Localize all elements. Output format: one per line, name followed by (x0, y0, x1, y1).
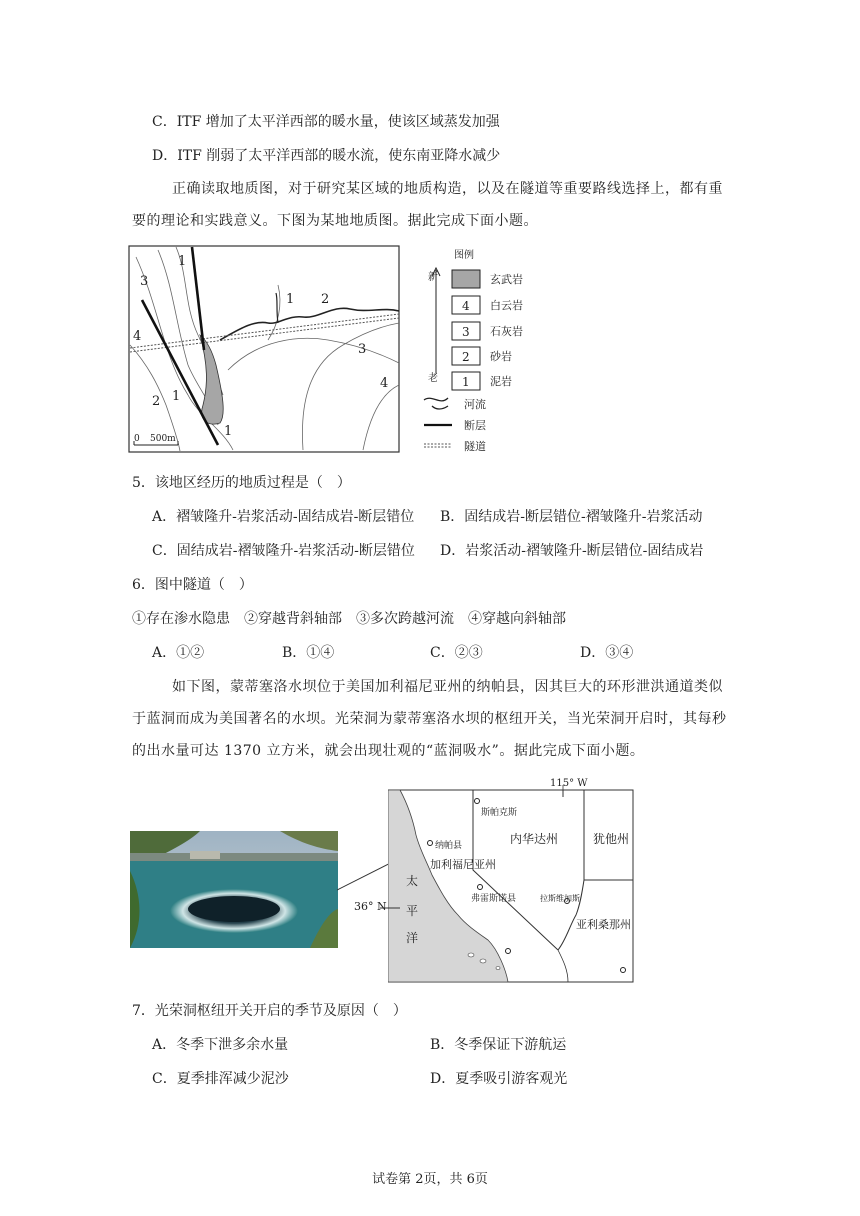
svg-text:3: 3 (140, 274, 149, 289)
scale-label: 500m (150, 434, 176, 444)
label-fresno: 弗雷斯诺县 (471, 894, 517, 904)
legend-river: 河流 (464, 398, 486, 411)
svg-text:1: 1 (172, 389, 181, 404)
q7-option-c[interactable]: C．夏季排浑减少泥沙 (152, 1071, 289, 1087)
q6-option-b[interactable]: B．①④ (282, 645, 335, 661)
legend-basalt: 玄武岩 (490, 273, 523, 286)
legend-dolomite: 白云岩 (490, 299, 523, 312)
q5-option-a[interactable]: A．褶皱隆升-岩浆活动-固结成岩-断层错位 (152, 509, 415, 525)
us-map (388, 775, 634, 983)
q6-option-d[interactable]: D．③④ (580, 645, 634, 661)
lon-label: 115° W (550, 778, 588, 789)
geo-legend (420, 248, 550, 458)
svg-text:4: 4 (133, 329, 142, 344)
q7-option-d[interactable]: D．夏季吸引游客观光 (430, 1071, 568, 1087)
geological-map (128, 245, 400, 453)
legend-mudstone: 泥岩 (490, 375, 512, 388)
q5-option-c[interactable]: C．固结成岩-褶皱隆升-岩浆活动-断层错位 (152, 543, 415, 559)
label-california: 加利福尼亚州 (430, 858, 496, 871)
ocean-char-3: 洋 (406, 931, 419, 945)
legend-limestone: 石灰岩 (490, 325, 523, 338)
legend-new: 新 (428, 272, 438, 283)
label-utah: 犹他州 (593, 832, 630, 846)
ocean-char-1: 太 (406, 874, 419, 888)
lat-label: 36° N (354, 900, 387, 913)
legend-key-1: 1 (462, 375, 470, 389)
q6-option-c[interactable]: C．②③ (430, 645, 483, 661)
legend-fault: 断层 (464, 419, 486, 432)
option-d-prev: D．ITF 削弱了太平洋西部的暖水流，使东南亚降水减少 (152, 148, 501, 164)
label-napa: 纳帕县 (435, 841, 463, 851)
q5-stem: 5．该地区经历的地质过程是（ ） (132, 475, 351, 491)
scale-zero: 0 (134, 434, 140, 444)
q6-statements: ①存在渗水隐患 ②穿越背斜轴部 ③多次跨越河流 ④穿越向斜轴部 (132, 611, 566, 627)
intro-geology: 正确读取地质图，对于研究某区域的地质构造，以及在隧道等重要路线选择上，都有重要的理论和实践意义。下图为某地地质图。据此完成下面小题。 (132, 181, 723, 229)
svg-text:3: 3 (358, 342, 367, 357)
svg-text:1: 1 (178, 254, 187, 269)
q6-stem: 6．图中隧道（ ） (132, 577, 253, 593)
intro-dam: 如下图，蒙蒂塞洛水坝位于美国加利福尼亚州的纳帕县，因其巨大的环形泄洪通道类似于蓝洞而成为美国著名的水坝。光荣洞为蒙蒂塞洛水坝的枢纽开关，当光荣洞开启时，其每秒的出水量可达 1370 立方米，就会出现壮观的“蓝洞吸水”。据此完成下面小题。 (132, 679, 727, 759)
legend-sandstone: 砂岩 (490, 350, 512, 363)
label-lasvegas: 拉斯维加斯 (540, 894, 580, 903)
label-sparks: 斯帕克斯 (481, 808, 518, 818)
label-nevada: 内华达州 (510, 832, 559, 846)
svg-text:2: 2 (152, 394, 161, 409)
page-footer: 试卷第 2页，共 6页 (372, 1172, 488, 1187)
q6-option-a[interactable]: A．①② (152, 645, 205, 661)
svg-text:2: 2 (321, 292, 330, 307)
lat-tick (380, 906, 410, 910)
svg-text:1: 1 (286, 292, 295, 307)
option-c-prev: C．ITF 增加了太平洋西部的暖水量，使该区域蒸发加强 (152, 114, 500, 130)
q7-option-a[interactable]: A．冬季下泄多余水量 (152, 1037, 289, 1053)
legend-key-4: 4 (462, 299, 470, 313)
q5-option-d[interactable]: D．岩浆活动-褶皱隆升-断层错位-固结成岩 (440, 543, 704, 559)
legend-title: 图例 (454, 250, 474, 261)
ocean-char-2: 平 (406, 904, 419, 918)
dam-photo (130, 831, 338, 948)
svg-text:4: 4 (380, 376, 389, 391)
q5-option-b[interactable]: B．固结成岩-断层错位-褶皱隆升-岩浆活动 (440, 509, 703, 525)
legend-old: 老 (428, 373, 438, 384)
legend-key-2: 2 (462, 350, 470, 364)
legend-tunnel: 隧道 (464, 440, 486, 453)
legend-key-3: 3 (462, 325, 470, 339)
q7-option-b[interactable]: B．冬季保证下游航运 (430, 1037, 567, 1053)
q7-stem: 7．光荣洞枢纽开关开启的季节及原因（ ） (132, 1003, 407, 1019)
svg-text:1: 1 (224, 424, 233, 439)
label-arizona: 亚利桑那州 (576, 918, 631, 931)
